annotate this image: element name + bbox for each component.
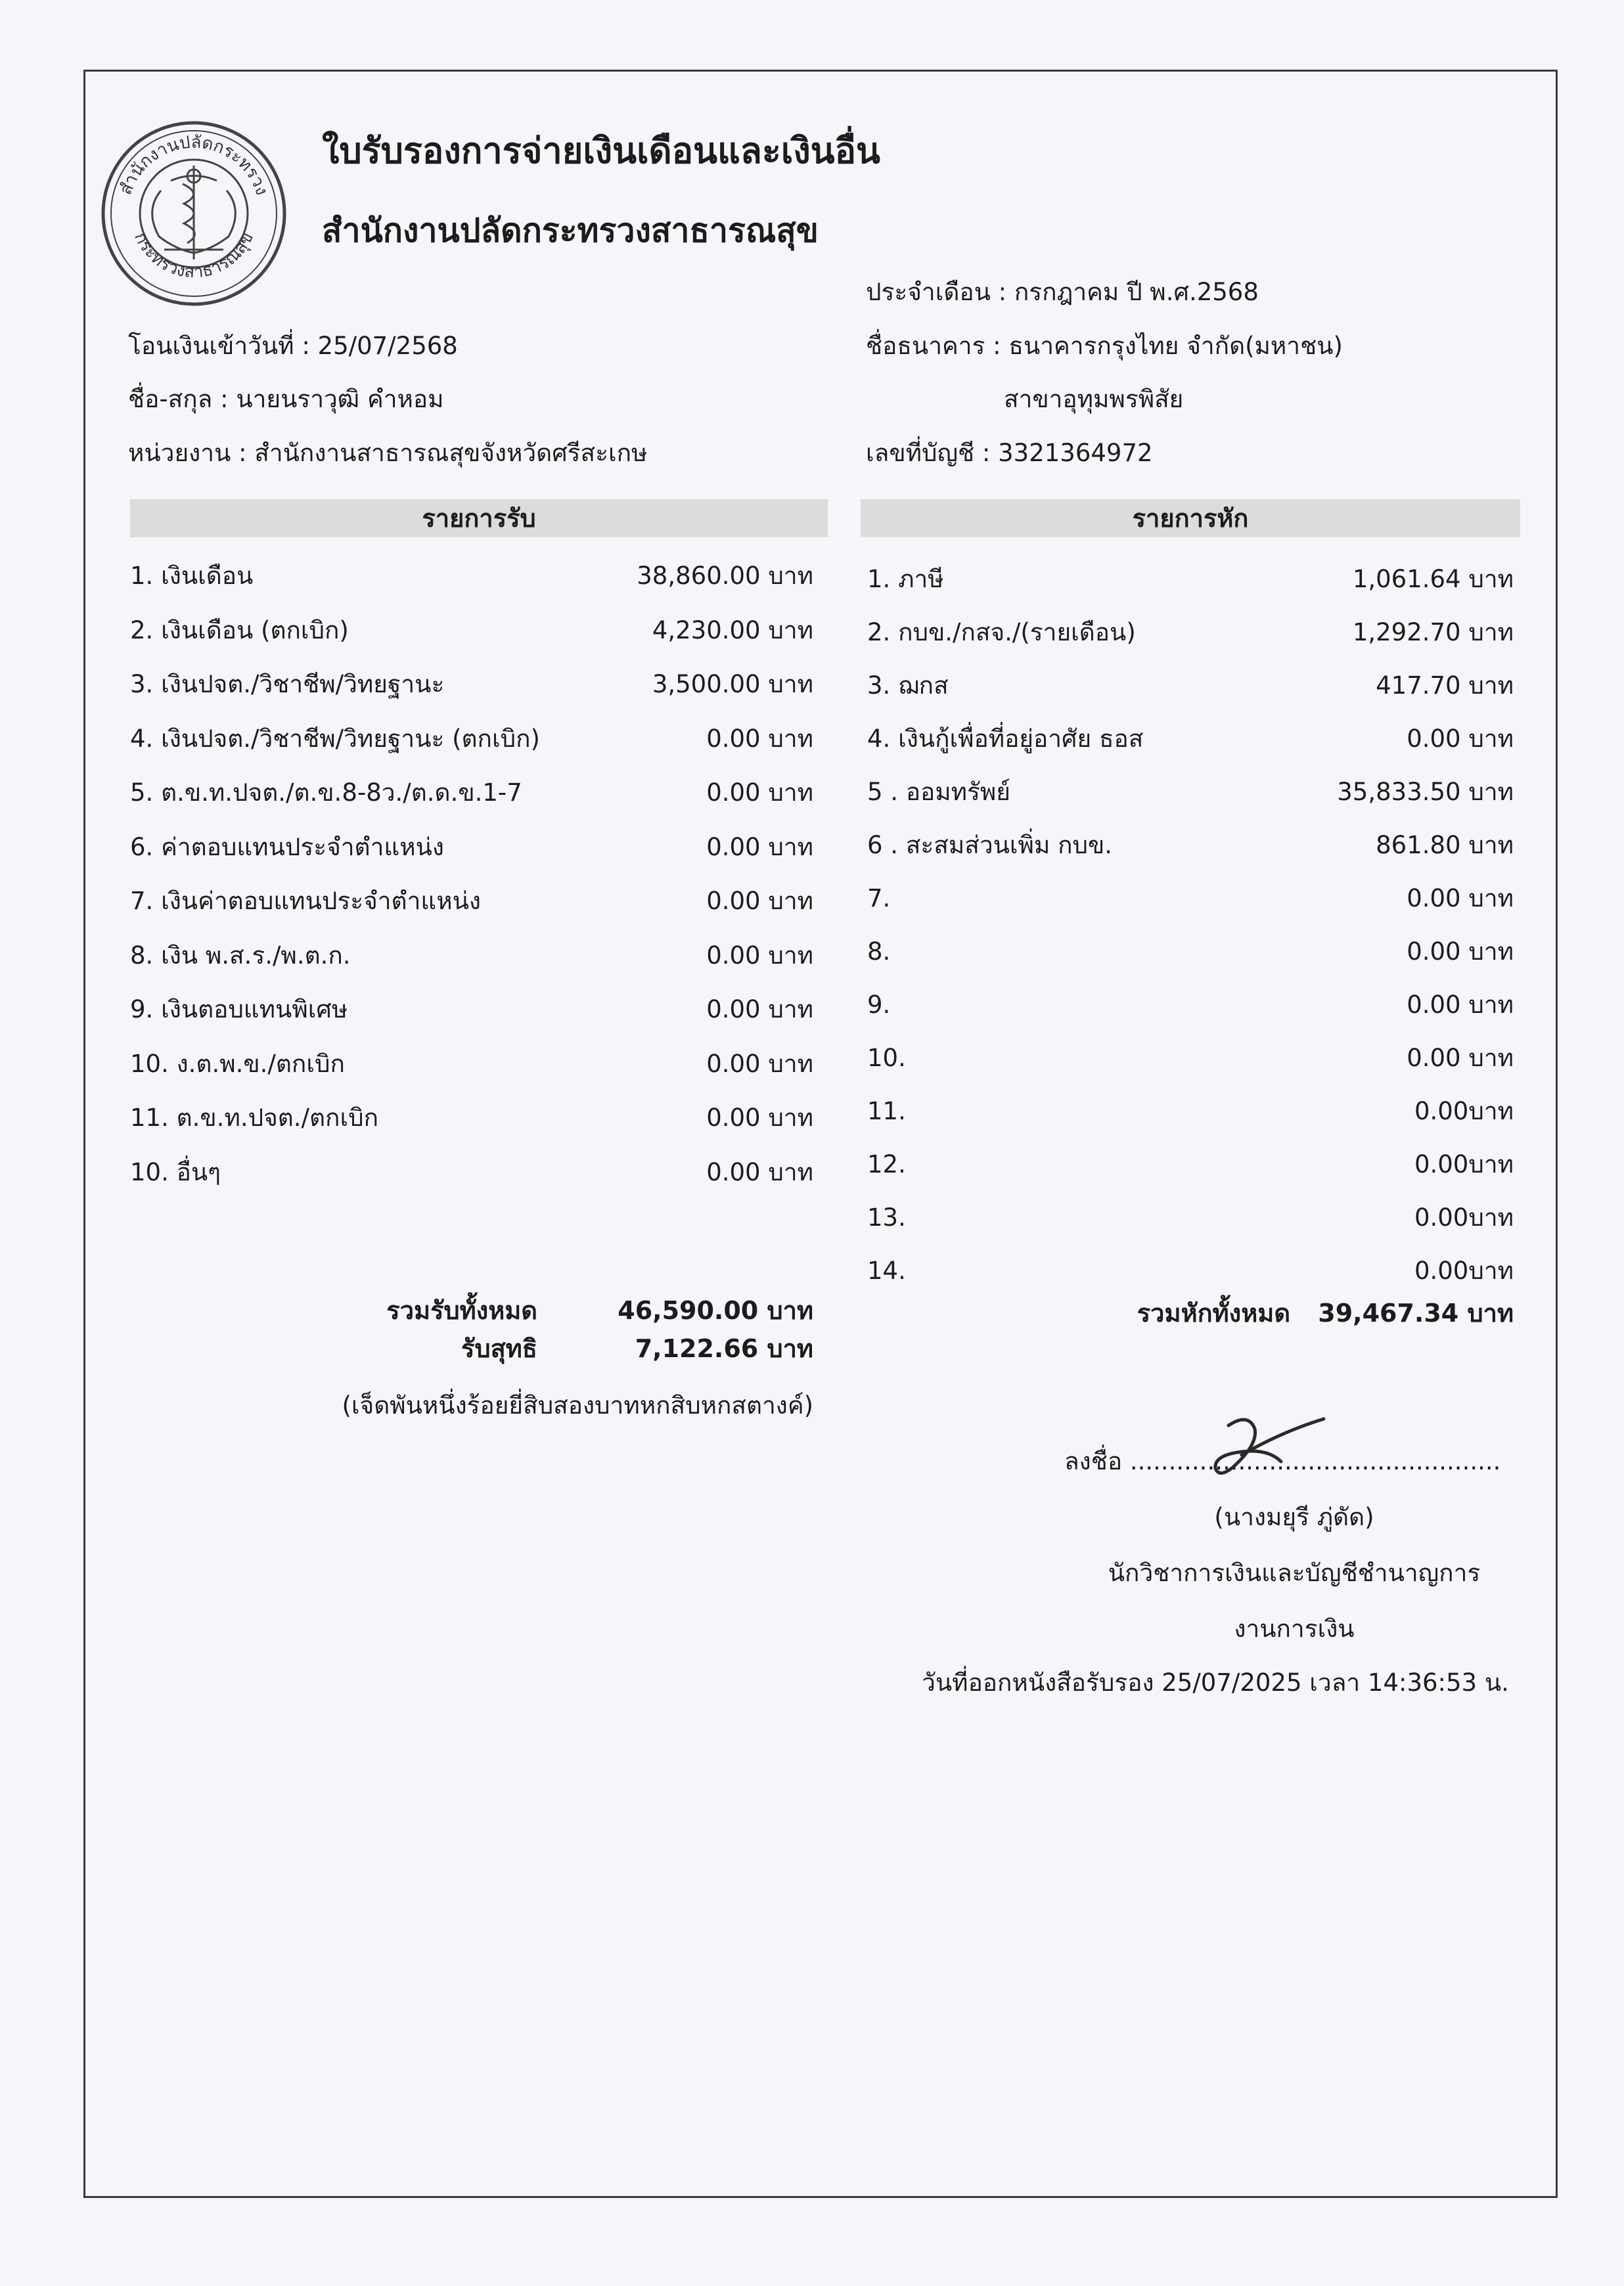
deduction-item-label: 3. ฌกส <box>867 671 949 700</box>
certificate-issued-datetime: วันที่ออกหนังสือรับรอง 25/07/2025 เวลา 14:36:53 น. <box>922 1669 1509 1697</box>
deduction-heading: รายการหัก <box>861 499 1520 537</box>
deduction-item-row <box>867 719 1514 759</box>
signature-line: ลงชื่อ ................................................ <box>1064 1447 1501 1475</box>
income-total-label: รวมรับทั้งหมด <box>386 1296 537 1325</box>
income-item-label: 9. เงินตอบแทนพิเศษ <box>130 995 348 1023</box>
ministry-seal-logo <box>99 118 289 309</box>
deduction-item-label: 1. ภาษี <box>867 565 944 593</box>
income-total-value: 46,590.00 บาท <box>618 1296 813 1325</box>
deduction-item-amount: 1,061.64 บาท <box>1352 565 1514 593</box>
deduction-item-amount: 0.00บาท <box>1414 1203 1514 1232</box>
income-item-row <box>130 828 813 867</box>
deduction-item-row <box>867 985 1514 1025</box>
deduction-item-amount: 417.70 บาท <box>1376 671 1514 700</box>
income-item-amount: 0.00 บาท <box>706 941 813 970</box>
deduction-item-label: 10. <box>867 1044 906 1072</box>
income-item-amount: 0.00 บาท <box>706 1104 813 1132</box>
income-item-label: 1. เงินเดือน <box>130 562 254 590</box>
deduction-item-row <box>867 932 1514 972</box>
deduction-item-amount: 0.00 บาท <box>1407 1044 1514 1072</box>
deduction-item-label: 5 . ออมทรัพย์ <box>867 778 1010 806</box>
income-item-row <box>130 665 813 704</box>
work-unit: หน่วยงาน : สำนักงานสาธารณสุขจังหวัดศรีสะเกษ <box>128 439 648 467</box>
deduction-item-row <box>867 826 1514 865</box>
income-item-label: 5. ต.ข.ท.ปจต./ต.ข.8-8ว./ต.ด.ข.1-7 <box>130 778 522 807</box>
deduction-item-amount: 35,833.50 บาท <box>1337 778 1514 806</box>
deduction-item-row <box>867 773 1514 812</box>
income-item-label: 10. อื่นๆ <box>130 1157 221 1186</box>
deduction-total-value: 39,467.34 บาท <box>1318 1299 1514 1328</box>
deduction-item-label: 14. <box>867 1257 906 1285</box>
income-item-amount: 38,860.00 บาท <box>637 562 813 590</box>
deduction-item-row <box>867 613 1514 652</box>
deduction-item-label: 2. กบข./กสจ./(รายเดือน) <box>867 618 1136 646</box>
deduction-item-row <box>867 1145 1514 1184</box>
employee-name: ชื่อ-สกุล : นายนราวุฒิ คำหอม <box>128 385 444 413</box>
net-income-in-words: (เจ็ดพันหนึ่งร้อยยี่สิบสองบาทหกสิบหกสตางค์) <box>342 1391 813 1420</box>
income-item-label: 8. เงิน พ.ส.ร./พ.ต.ก. <box>130 941 351 970</box>
income-item-amount: 0.00 บาท <box>706 1049 813 1078</box>
income-item-label: 6. ค่าตอบแทนประจำตำแหน่ง <box>130 832 444 861</box>
deduction-item-amount: 0.00บาท <box>1414 1097 1514 1125</box>
income-item-label: 10. ง.ต.พ.ข./ตกเบิก <box>130 1049 345 1078</box>
income-item-row <box>130 719 813 759</box>
deduction-item-row <box>867 1092 1514 1131</box>
document-title: ใบรับรองการจ่ายเงินเดือนและเงินอื่น <box>322 130 880 171</box>
income-item-label: 7. เงินค่าตอบแทนประจำตำแหน่ง <box>130 887 481 915</box>
income-total-row <box>130 1291 813 1330</box>
deduction-item-amount: 0.00 บาท <box>1407 937 1514 966</box>
deduction-item-amount: 0.00 บาท <box>1407 725 1514 753</box>
pay-period: ประจำเดือน : กรกฎาคม ปี พ.ศ.2568 <box>866 278 1259 306</box>
income-item-amount: 0.00 บาท <box>706 778 813 807</box>
handwritten-signature <box>1202 1406 1334 1485</box>
svg-text:สำนักงานปลัดกระทรวง: สำนักงานปลัดกระทรวง <box>116 132 272 198</box>
deduction-item-amount: 1,292.70 บาท <box>1352 618 1514 646</box>
income-item-row <box>130 773 813 813</box>
deduction-item-label: 8. <box>867 937 891 966</box>
deduction-item-row <box>867 1198 1514 1238</box>
income-item-row <box>130 936 813 975</box>
income-item-amount: 0.00 บาท <box>706 832 813 861</box>
income-item-label: 11. ต.ข.ท.ปจต./ตกเบิก <box>130 1104 378 1132</box>
income-item-row <box>130 1044 813 1084</box>
income-item-amount: 0.00 บาท <box>706 724 813 753</box>
net-income-value: 7,122.66 บาท <box>635 1334 813 1363</box>
income-item-amount: 0.00 บาท <box>706 887 813 915</box>
transfer-date: โอนเงินเข้าวันที่ : 25/07/2568 <box>128 332 458 360</box>
deduction-item-row <box>867 1251 1514 1291</box>
deduction-total-row <box>861 1294 1514 1332</box>
income-item-label: 3. เงินปจต./วิชาชีพ/วิทยฐานะ <box>130 670 445 698</box>
deduction-item-label: 9. <box>867 991 891 1019</box>
deduction-item-amount: 0.00 บาท <box>1407 991 1514 1019</box>
income-item-row <box>130 611 813 650</box>
income-item-row <box>130 1098 813 1138</box>
income-item-row <box>130 882 813 921</box>
deduction-item-label: 6 . สะสมส่วนเพิ่ม กบข. <box>867 831 1113 859</box>
bank-branch: สาขาอุทุมพรพิสัย <box>1004 385 1184 413</box>
net-income-label: รับสุทธิ <box>461 1334 537 1363</box>
income-item-label: 2. เงินเดือน (ตกเบิก) <box>130 616 349 644</box>
deduction-item-row <box>867 666 1514 706</box>
deduction-item-label: 11. <box>867 1097 906 1125</box>
deduction-item-row <box>867 1039 1514 1078</box>
signer-position: นักวิชาการเงินและบัญชีชำนาญการ <box>1108 1559 1481 1587</box>
signer-name: (นางมยุรี ภู่ดัด) <box>1214 1503 1374 1531</box>
deduction-item-amount: 0.00บาท <box>1414 1257 1514 1285</box>
income-item-row <box>130 990 813 1029</box>
deduction-item-row <box>867 560 1514 599</box>
income-item-amount: 3,500.00 บาท <box>652 670 813 698</box>
income-heading: รายการรับ <box>130 499 828 537</box>
svg-text:กระทรวงสาธารณสุข: กระทรวงสาธารณสุข <box>130 229 258 282</box>
income-item-amount: 0.00 บาท <box>706 995 813 1023</box>
deduction-item-label: 4. เงินกู้เพื่อที่อยู่อาศัย ธอส <box>867 725 1144 753</box>
office-name: สำนักงานปลัดกระทรวงสาธารณสุข <box>322 212 819 250</box>
income-item-row <box>130 1153 813 1192</box>
bank-name: ชื่อธนาคาร : ธนาคารกรุงไทย จำกัด(มหาชน) <box>866 332 1343 360</box>
account-number: เลขที่บัญชี : 3321364972 <box>866 439 1153 467</box>
signer-section: งานการเงิน <box>1234 1615 1355 1643</box>
deduction-total-label: รวมหักทั้งหมด <box>1137 1299 1290 1328</box>
deduction-item-amount: 0.00 บาท <box>1407 884 1514 912</box>
income-item-label: 4. เงินปจต./วิชาชีพ/วิทยฐานะ (ตกเบิก) <box>130 724 540 753</box>
net-income-row <box>130 1330 813 1368</box>
deduction-item-amount: 0.00บาท <box>1414 1150 1514 1178</box>
income-item-amount: 4,230.00 บาท <box>652 616 813 644</box>
deduction-item-label: 12. <box>867 1150 906 1178</box>
income-item-row <box>130 556 813 596</box>
deduction-item-row <box>867 879 1514 918</box>
deduction-item-amount: 861.80 บาท <box>1376 831 1514 859</box>
income-item-amount: 0.00 บาท <box>706 1157 813 1186</box>
deduction-item-label: 13. <box>867 1203 906 1232</box>
deduction-item-label: 7. <box>867 884 891 912</box>
